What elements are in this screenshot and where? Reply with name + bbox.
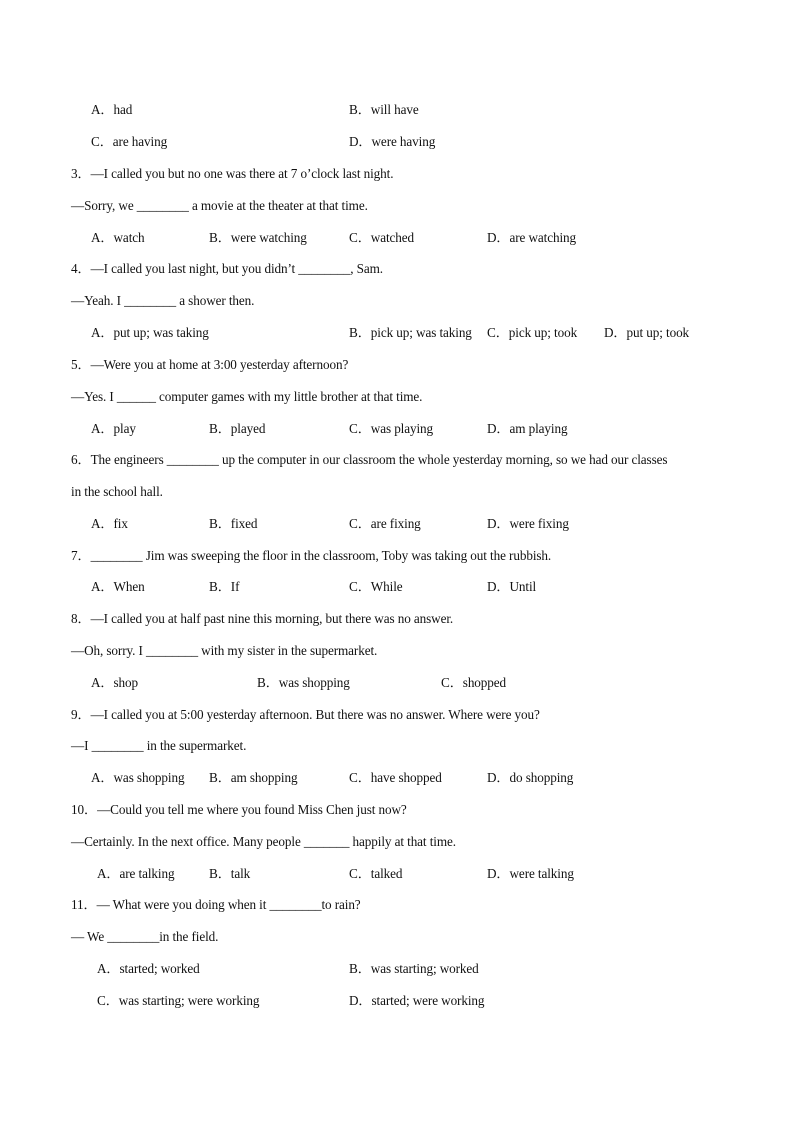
answer-option: A．play xyxy=(91,421,136,436)
question-line: 6．The engineers ________ up the computer in our classroom the whole yesterday morning, so we had our classes xyxy=(71,452,668,467)
answer-option: B．were watching xyxy=(209,230,307,245)
answer-option: C．While xyxy=(349,579,403,594)
answer-option: C．was starting; were working xyxy=(97,993,260,1008)
question-line: 5．—Were you at home at 3:00 yesterday afternoon? xyxy=(71,357,349,372)
answer-option: A．started; worked xyxy=(97,961,200,976)
question-line: 8．—I called you at half past nine this morning, but there was no answer. xyxy=(71,611,454,626)
answer-option: A．are talking xyxy=(97,866,175,881)
question-line: 9．—I called you at 5:00 yesterday afternoon. But there was no answer. Where were you? xyxy=(71,707,540,722)
question-line: —Certainly. In the next office. Many people _______ happily at that time. xyxy=(71,834,456,849)
question-line: —Sorry, we ________ a movie at the theater at that time. xyxy=(71,198,368,213)
answer-option: D．do shopping xyxy=(487,770,574,785)
answer-option: B．fixed xyxy=(209,516,258,531)
question-line: —Yes. I ______ computer games with my little brother at that time. xyxy=(71,389,423,404)
question-line: 10．—Could you tell me where you found Miss Chen just now? xyxy=(71,802,407,817)
answer-option: A．had xyxy=(91,102,133,117)
answer-option: B．pick up; was taking xyxy=(349,325,472,340)
answer-option: A．watch xyxy=(91,230,145,245)
question-line: 7．________ Jim was sweeping the floor in the classroom, Toby was taking out the rubbish. xyxy=(71,548,552,563)
answer-option: A．was shopping xyxy=(91,770,185,785)
answer-option: B．played xyxy=(209,421,266,436)
question-line: in the school hall. xyxy=(71,484,163,499)
question-line: —Yeah. I ________ a shower then. xyxy=(71,293,255,308)
question-line: 11．— What were you doing when it ________to rain? xyxy=(71,897,361,912)
answer-option: C．are fixing xyxy=(349,516,421,531)
answer-option: A．shop xyxy=(91,675,139,690)
answer-option: C．talked xyxy=(349,866,403,881)
answer-option: D．am playing xyxy=(487,421,568,436)
answer-option: D．were having xyxy=(349,134,436,149)
answer-option: C．shopped xyxy=(441,675,507,690)
answer-option: D．Until xyxy=(487,579,537,594)
question-line: —I ________ in the supermarket. xyxy=(71,738,247,753)
answer-option: C．are having xyxy=(91,134,168,149)
answer-option: B．am shopping xyxy=(209,770,298,785)
answer-option: B．will have xyxy=(349,102,419,117)
answer-option: C．watched xyxy=(349,230,415,245)
answer-option: A．put up; was taking xyxy=(91,325,209,340)
answer-option: B．If xyxy=(209,579,240,594)
question-line: 4．—I called you last night, but you didn’t ________, Sam. xyxy=(71,261,383,276)
answer-option: D．were fixing xyxy=(487,516,569,531)
question-line: —Oh, sorry. I ________ with my sister in the supermarket. xyxy=(71,643,378,658)
answer-option: D．put up; took xyxy=(604,325,690,340)
answer-option: B．was starting; worked xyxy=(349,961,479,976)
answer-option: C．was playing xyxy=(349,421,434,436)
answer-option: B．was shopping xyxy=(257,675,350,690)
question-line: — We ________in the field. xyxy=(71,929,219,944)
answer-option: D．were talking xyxy=(487,866,574,881)
answer-option: C．pick up; took xyxy=(487,325,578,340)
answer-option: D．are watching xyxy=(487,230,577,245)
answer-option: D．started; were working xyxy=(349,993,485,1008)
question-line: 3．—I called you but no one was there at 7 o’clock last night. xyxy=(71,166,394,181)
answer-option: A．fix xyxy=(91,516,128,531)
answer-option: C．have shopped xyxy=(349,770,442,785)
answer-option: A．When xyxy=(91,579,145,594)
answer-option: B．talk xyxy=(209,866,251,881)
